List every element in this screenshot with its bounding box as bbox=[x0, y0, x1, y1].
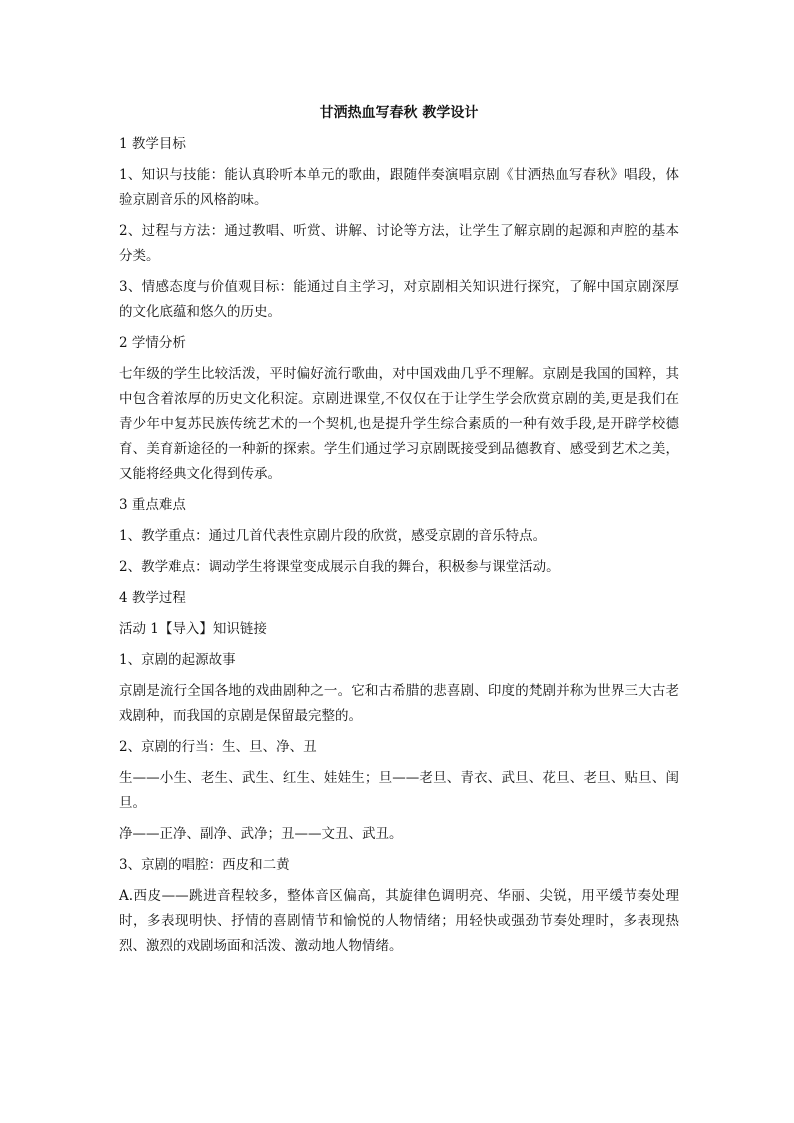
activity-heading: 活动 1【导入】知识链接 bbox=[119, 621, 267, 637]
paragraph-origin: 京剧是流行全国各地的戏曲剧种之一。它和古希腊的悲喜剧、印度的梵剧并称为世界三大古老戏剧种，而我国的京剧是保留最完整的。 bbox=[119, 683, 679, 724]
document-title: 甘洒热血写春秋 教学设计 bbox=[319, 105, 479, 121]
paragraph-objective-emotion: 3、情感态度与价值观目标：能通过自主学习，对京剧相关知识进行探究，了解中国京剧深厚的文化底蕴和悠久的历史。 bbox=[119, 279, 679, 320]
paragraph-roles-jing-chou: 净——正净、副净、武净；丑——文丑、武丑。 bbox=[119, 826, 403, 842]
paragraph-objective-knowledge: 1、知识与技能：能认真聆听本单元的歌曲，跟随伴奏演唱京剧《甘洒热血写春秋》唱段，体验京剧音乐的风格韵味。 bbox=[119, 167, 679, 208]
paragraph-key-point: 1、教学重点：通过几首代表性京剧片段的欣赏，感受京剧的音乐特点。 bbox=[119, 528, 547, 544]
subheading-vocal-styles: 3、京剧的唱腔：西皮和二黄 bbox=[119, 857, 290, 873]
subheading-roles: 2、京剧的行当：生、旦、净、丑 bbox=[119, 739, 317, 755]
section-heading-analysis: 2 学情分析 bbox=[119, 335, 186, 351]
section-heading-process: 4 教学过程 bbox=[119, 590, 186, 606]
paragraph-difficult-point: 2、教学难点：调动学生将课堂变成展示自我的舞台，积极参与课堂活动。 bbox=[119, 559, 560, 575]
document-body bbox=[119, 100, 679, 965]
paragraph-student-analysis: 七年级的学生比较活泼，平时偏好流行歌曲，对中国戏曲几乎不理解。京剧是我国的国粹，其中包含着浓厚的历史文化积淀。京剧进课堂,不仅仅在于让学生学会欣赏京剧的美,更是我们在青少年中复苏民族传统艺术的一个契机,也是提升学生综合素质的一种有效手段,是开辟学校德育、美育新途径的一种新的探索。学生们通过学习京剧既接受到品德教育、感受到艺术之美，又能将经典文化得到传承。 bbox=[119, 366, 679, 482]
section-heading-key-points: 3 重点难点 bbox=[119, 497, 186, 513]
subheading-origin: 1、京剧的起源故事 bbox=[119, 652, 236, 668]
section-heading-objectives: 1 教学目标 bbox=[119, 136, 186, 152]
paragraph-xipi: A.西皮——跳进音程较多，整体音区偏高，其旋律色调明亮、华丽、尖锐，用平缓节奏处理时，多表现明快、抒情的喜剧情节和愉悦的人物情绪；用轻快或强劲节奏处理时，多表现热烈、激烈的戏剧场面和活泼、激动地人物情绪。 bbox=[119, 888, 679, 954]
paragraph-roles-sheng-dan: 生——小生、老生、武生、红生、娃娃生；旦——老旦、青衣、武旦、花旦、老旦、贴旦、闺旦。 bbox=[119, 770, 679, 811]
paragraph-objective-process: 2、过程与方法：通过教唱、听赏、讲解、讨论等方法，让学生了解京剧的起源和声腔的基本分类。 bbox=[119, 223, 679, 264]
